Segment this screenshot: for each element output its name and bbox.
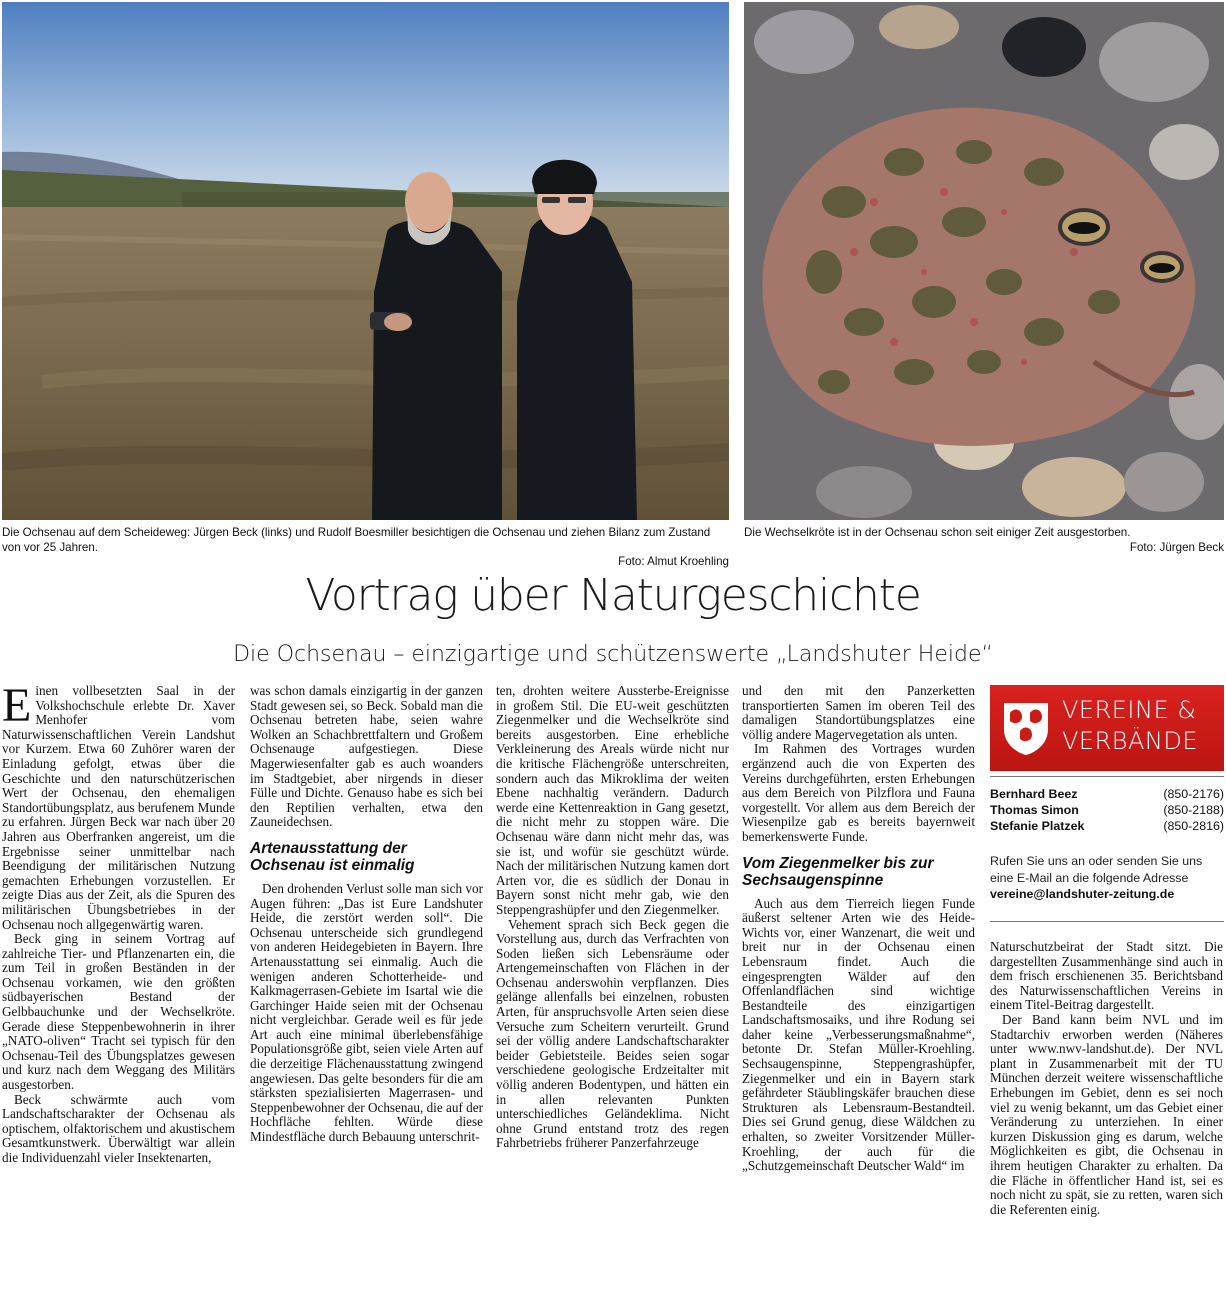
article-paragraph: und den mit den Panzerketten transportierten Samen im oberen Teil des damaligen Standortübungsplatzes eine völlig andere Magervegetation als unten. [742,683,975,742]
article-paragraph: Den drohenden Verlust solle man sich vor Augen führen: „Das ist Eure Landshuter Heide, die zerstört werden soll“. Die Ochsenau unterscheide sich grundlegend von anderen Heidegebieten in Bayern. Ihre Artenausstattung sei einmalig. Auch die wenigen anderen Schotterheide- und Kalkmagerrasen-Gebiete im Isartal wie die Garchinger Haide seien mit der Ochsenau nicht vergleichbar. Gerade weil es für jede Art auch eine minimal überlebensfähige Populationsgröße gibt, seien viele Arten auf die derzeitige Flächenausstattung zwingend angewiesen. Das gelte besonders für die am stärksten spezialisierten Magerrasen- und Steppenbewohner der Ochsenau, die auf der Hochfläche fehlten. Würde diese Mindestfläche durch Bebauung unterschrit- [250,880,483,1145]
caption-right [744,526,1224,555]
vereine-verbaende-banner [990,685,1224,771]
article-paragraph: Einen vollbesetzten Saal in der Volkshochschule erlebte Dr. Xaver Menhofer vom Naturwissenschaftlichen Verein Landshut vor Kurzem. Etwa 60 Zuhörer waren der Einladung gefolgt, etwas über die Geschichte und den naturschützerischen Wert der Ochsenau, den ehemaligen Standortübungsplatz, aus berufenem Munde zu erfahren. Jürgen Beck war nach über 20 Jahren aus Oberfranken angereist, um die Ergebnisse seiner unmittelbar nach Beendigung der militärischen Nutzung gemachten Erhebungen vorzustellen. Er zeigte Dias aus der Zeit, als die Spuren des militärischen Übungsbetriebes in der Ochsenau noch allgegenwärtig waren. [2,679,235,932]
contact-row: Thomas Simon (850-2188) [990,803,1224,817]
contact-list [990,786,1224,834]
article-paragraph: Vehement sprach sich Beck gegen die Vorstellung aus, durch das Verfrachten von Soden ließen sich Lebensräume oder Artengemeinschaften von Flächen in der Ochsenau anderswohin verpflanzen. Dies gelänge allenfalls bei einzelnen, robusten Arten, für anspruchsvolle Arten seien diese Versuche zum Scheitern verurteilt. Grund sei der völlig andere Landschaftscharakter beider Gebietsteile. Beides seien sogar verschiedene geologische Erdzeitalter mit völlig anderen Bodentypen, und hätten ein in allen relevanten Punkten unterschiedliches Geländeklima. Nicht ohne Grund entstand trotz des regen Fahrbetriebs früherer Panzerfahrzeuge [496,916,729,1151]
article-paragraph: Beck schwärmte auch vom Landschaftscharakter der Ochsenau als optischem, olfaktorischem und akustischem Gesamtkunstwerk. Überwältigt war allein die Individuenzahl vieler Insektenarten, [2,1091,235,1165]
article-column-4 [742,684,975,1174]
article-paragraph: Der Band kann beim NVL und im Stadtarchiv erworben werden (Näheres unter www.nwv-landshut.de). Der NVL plant in Zusammenarbeit mit der TU München derzeit weitere wissenschaftliche Erhebungen im Gebiet, denn es sei noch viel zu wenig bekannt, um das Gebiet einer Veränderung zu unterziehen. In einer kurzen Diskussion ging es darum, welche Möglichkeiten es gibt, die Ochsenau in ihrem heutigen Charakter zu erhalten. Da die Fläche in öffentlicher Hand ist, sei es noch nicht zu spät, sie zu retten, waren sich die Referenten einig. [990,1011,1223,1217]
contact-note: Rufen Sie uns an oder senden Sie uns eine E-Mail an die folgende Adresse vereine@landshuter-zeitung.de [990,854,1203,901]
divider [990,776,1224,777]
caption-left-text: Die Ochsenau auf dem Scheideweg: Jürgen Beck (links) und Rudolf Boesmiller besichtigen die Ochsenau und ziehen Bilanz zum Zustand von vor 25 Jahren. [2,526,711,554]
vereine-title: VEREINE & VERBÄNDE [1062,696,1198,755]
article-paragraph: ten, drohten weitere Aussterbe-Ereignisse in großem Stil. Die EU-weit geschützten Ziegenmelker und die Wechselkröte sind bereits ausgestorben. Eine erhebliche Verkleinerung des Areals würde nicht nur die kritische Flächengröße unterschreiten, sondern auch das Mikroklima der weiten Ebene nachhaltig verändern. Dadurch werde eine Kettenreaktion in Gang gesetzt, die nicht mehr zu stoppen wäre. Die Ochsenau wäre dann nicht mehr das, was sie ist, und wofür sie geschützt würde. Nach der militärischen Nutzung kamen dort Arten vor, die es südlich der Donau in Bayern sonst nicht mehr gab, wie den Steppengrashüpfer und den Ziegenmelker. [496,683,729,917]
caption-right-text: Die Wechselkröte ist in der Ochsenau schon seit einiger Zeit ausgestorben. [744,526,1131,539]
article-column-3 [496,684,729,1151]
article-column-1 [2,679,235,1166]
article-column-2 [250,684,483,1145]
article-subheadline: Die Ochsenau – einzigartige und schützenswerte „Landshuter Heide“ [233,642,993,667]
caption-left [2,526,729,570]
article-paragraph: Auch aus dem Tierreich liegen Funde äußerst seltener Arten wie des Heide-Wichts vor, einer Wanzenart, die weit und breit nur in der Ochsenau einen Lebensraum findet. Auch die eingesprengten Wälder auf den Offenlandflächen sind wichtige Bestandteile des einzigartigen Landschaftsmosaiks, und ihre Rodung sei daher keine „Verbesserungsmaßnahme“, betonte Dr. Stefan Müller-Kroehling. Sechsaugenspinne, Steppengrashüpfer, Ziegenmelker und ein in Bayern stark gefährdeter Stäublingskäfer brauchen diese Strukturen als Lebensraum-Bestandteil. Dies sei Grund genug, diese Wäldchen zu erhalten, so zweiter Vorsitzender Müller-Kroehling, der auch für die „Schutzgemeinschaft Deutscher Wald“ im [742,895,975,1174]
photo-ochsenau-meadow [2,2,729,520]
article-paragraph: Naturschutzbeirat der Stadt sitzt. Die dargestellten Zusammenhänge sind auch in dem frisch erschienenen 35. Berichtsband des Naturwissenschaftlichen Vereins in einem Titel-Beitrag dargestellt. [990,939,1223,1013]
caption-left-credit: Foto: Almut Kroehling [618,555,729,568]
drop-cap: E [2,679,32,732]
article-subhead: Vom Ziegenmelker bis zur Sechsaugenspinne [742,854,934,889]
article-subhead: Artenausstattung der Ochsenau ist einmalig [250,839,415,874]
article-headline: Vortrag über Naturgeschichte [305,570,921,621]
coat-of-arms-icon [1000,699,1052,757]
article-column-5 [990,940,1223,1217]
article-paragraph: Beck ging in seinem Vortrag auf zahlreiche Tier- und Pflanzenarten ein, die zum Teil in großen Beständen in der Ochsenau vorkamen, wie den größten südbayerischen Bestand der Gelbbauchunke und der Wechselkröte. Gerade diese Steppenbewohnerin in ihrer „NATO-oliven“ Tracht sei typisch für den Ochsenau-Teil des Übungsplatzes gewesen und kurz nach dem Weggang des Militärs ausgestorben. [2,931,235,1093]
caption-right-credit: Foto: Jürgen Beck [1129,540,1224,554]
article-paragraph: was schon damals einzigartig in der ganzen Stadt gewesen sei, so Beck. Sobald man die Ochsenau betreten habe, seien wahre Wolken an Schachbrettfaltern und Großem Ochsenauge aufgestiegen. Diese Magerwiesenfalter gab es auch woanders im Stadtgebiet, aber nirgends in dieser Fülle und Dichte. Genauso habe es sich bei den Reptilien verhalten, etwa den Zauneidechsen. [250,683,483,830]
contact-email-link[interactable]: vereine@landshuter-zeitung.de [990,887,1175,901]
contact-row: Stefanie Platzek (850-2816) [990,819,1224,833]
photo-toad [744,2,1224,520]
article-paragraph: Im Rahmen des Vortrages wurden ergänzend auch die von Experten des Vereins durchgeführten, ersten Erhebungen aus dem Bereich von Pilzflora und Fauna vorgestellt. Vor allem aus dem Bereich der Wiesenpilze gab es bereits bayernweit bemerkenswerte Funde. [742,741,975,844]
divider [990,921,1224,922]
contact-row: Bernhard Beez (850-2176) [990,787,1224,801]
